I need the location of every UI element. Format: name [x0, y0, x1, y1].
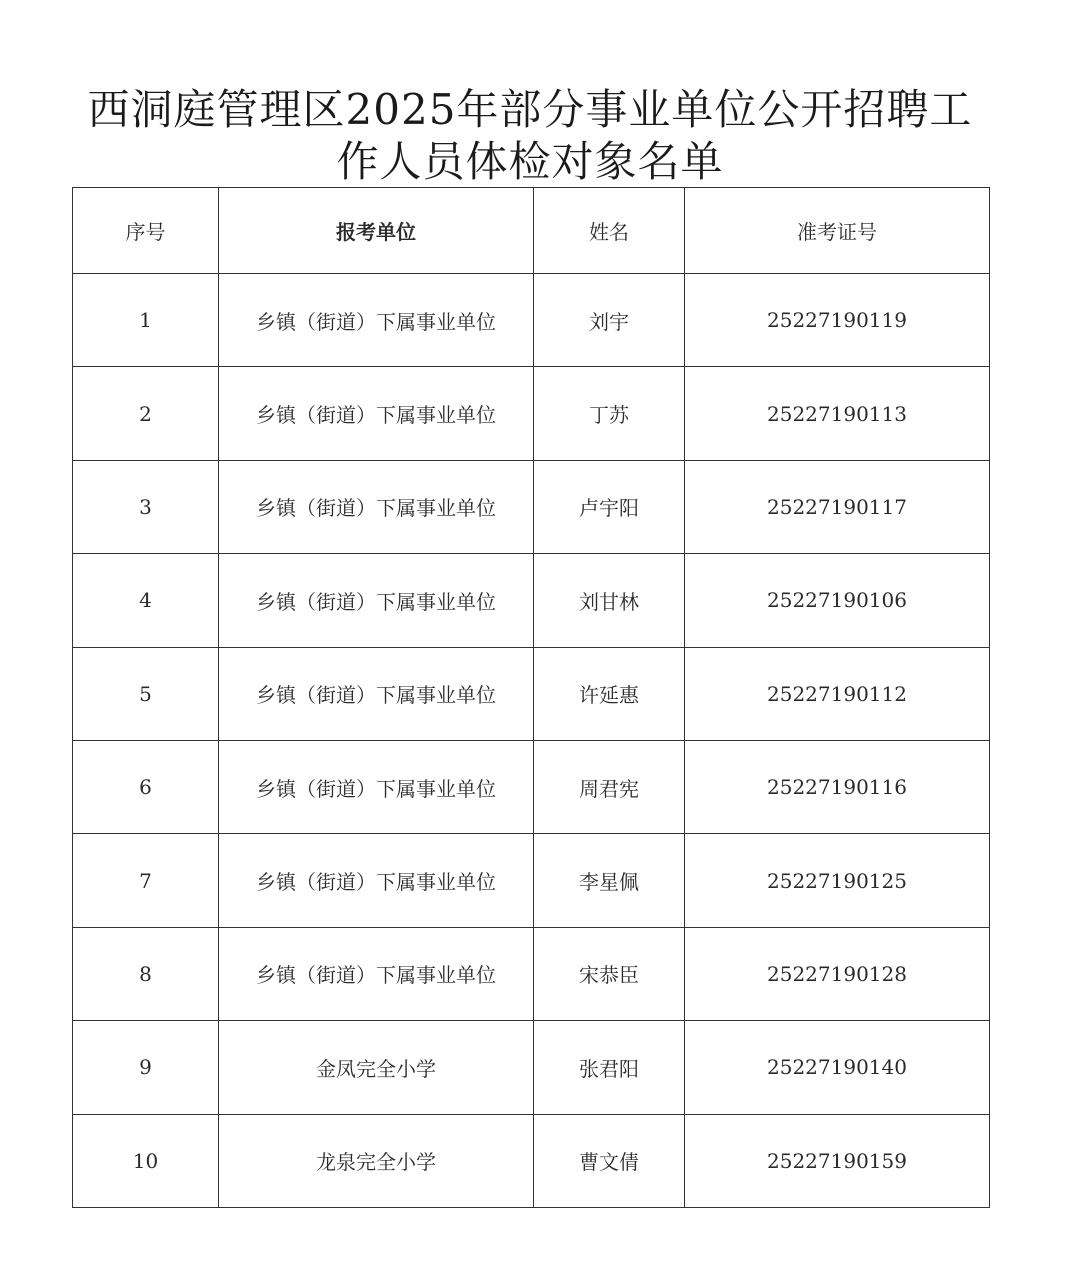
cell-name: 周君宪	[534, 740, 685, 833]
cell-exam-id: 25227190140	[685, 1021, 990, 1114]
cell-name: 许延惠	[534, 647, 685, 740]
cell-seq: 8	[73, 927, 219, 1020]
cell-name: 宋恭臣	[534, 927, 685, 1020]
cell-exam-id: 25227190112	[685, 647, 990, 740]
cell-exam-id: 25227190116	[685, 740, 990, 833]
cell-name: 刘甘林	[534, 554, 685, 647]
cell-unit: 乡镇（街道）下属事业单位	[219, 647, 534, 740]
table-row	[73, 460, 990, 553]
cell-unit: 乡镇（街道）下属事业单位	[219, 927, 534, 1020]
cell-exam-id: 25227190119	[685, 274, 990, 367]
cell-unit: 龙泉完全小学	[219, 1114, 534, 1207]
cell-seq: 2	[73, 367, 219, 460]
cell-unit: 乡镇（街道）下属事业单位	[219, 740, 534, 833]
table-row	[73, 927, 990, 1020]
cell-name: 李星佩	[534, 834, 685, 927]
table-header-row	[73, 188, 990, 274]
cell-exam-id: 25227190159	[685, 1114, 990, 1207]
cell-seq: 1	[73, 274, 219, 367]
cell-name: 丁苏	[534, 367, 685, 460]
cell-seq: 4	[73, 554, 219, 647]
cell-exam-id: 25227190106	[685, 554, 990, 647]
cell-unit: 乡镇（街道）下属事业单位	[219, 834, 534, 927]
cell-exam-id: 25227190128	[685, 927, 990, 1020]
table-row	[73, 834, 990, 927]
cell-seq: 3	[73, 460, 219, 553]
table-row	[73, 1021, 990, 1114]
cell-unit: 乡镇（街道）下属事业单位	[219, 367, 534, 460]
table-row	[73, 740, 990, 833]
cell-seq: 10	[73, 1114, 219, 1207]
table-row	[73, 274, 990, 367]
cell-name: 张君阳	[534, 1021, 685, 1114]
header-name: 姓名	[534, 188, 685, 274]
cell-seq: 5	[73, 647, 219, 740]
header-seq: 序号	[73, 188, 219, 274]
cell-unit: 乡镇（街道）下属事业单位	[219, 460, 534, 553]
table-row	[73, 1114, 990, 1207]
cell-name: 刘宇	[534, 274, 685, 367]
candidate-table	[72, 187, 990, 1208]
cell-seq: 7	[73, 834, 219, 927]
cell-name: 卢宇阳	[534, 460, 685, 553]
cell-exam-id: 25227190125	[685, 834, 990, 927]
table-row	[73, 554, 990, 647]
header-unit: 报考单位	[219, 188, 534, 274]
cell-seq: 9	[73, 1021, 219, 1114]
title-line-1: 西洞庭管理区2025年部分事业单位公开招聘工	[87, 85, 973, 134]
cell-name: 曹文倩	[534, 1114, 685, 1207]
cell-seq: 6	[73, 740, 219, 833]
table-row	[73, 367, 990, 460]
table-row	[73, 647, 990, 740]
cell-unit: 乡镇（街道）下属事业单位	[219, 554, 534, 647]
cell-unit: 金凤完全小学	[219, 1021, 534, 1114]
title-line-2: 作人员体检对象名单	[336, 137, 724, 186]
header-exam-id: 准考证号	[685, 188, 990, 274]
cell-unit: 乡镇（街道）下属事业单位	[219, 274, 534, 367]
cell-exam-id: 25227190117	[685, 460, 990, 553]
cell-exam-id: 25227190113	[685, 367, 990, 460]
page-title	[0, 84, 1060, 188]
